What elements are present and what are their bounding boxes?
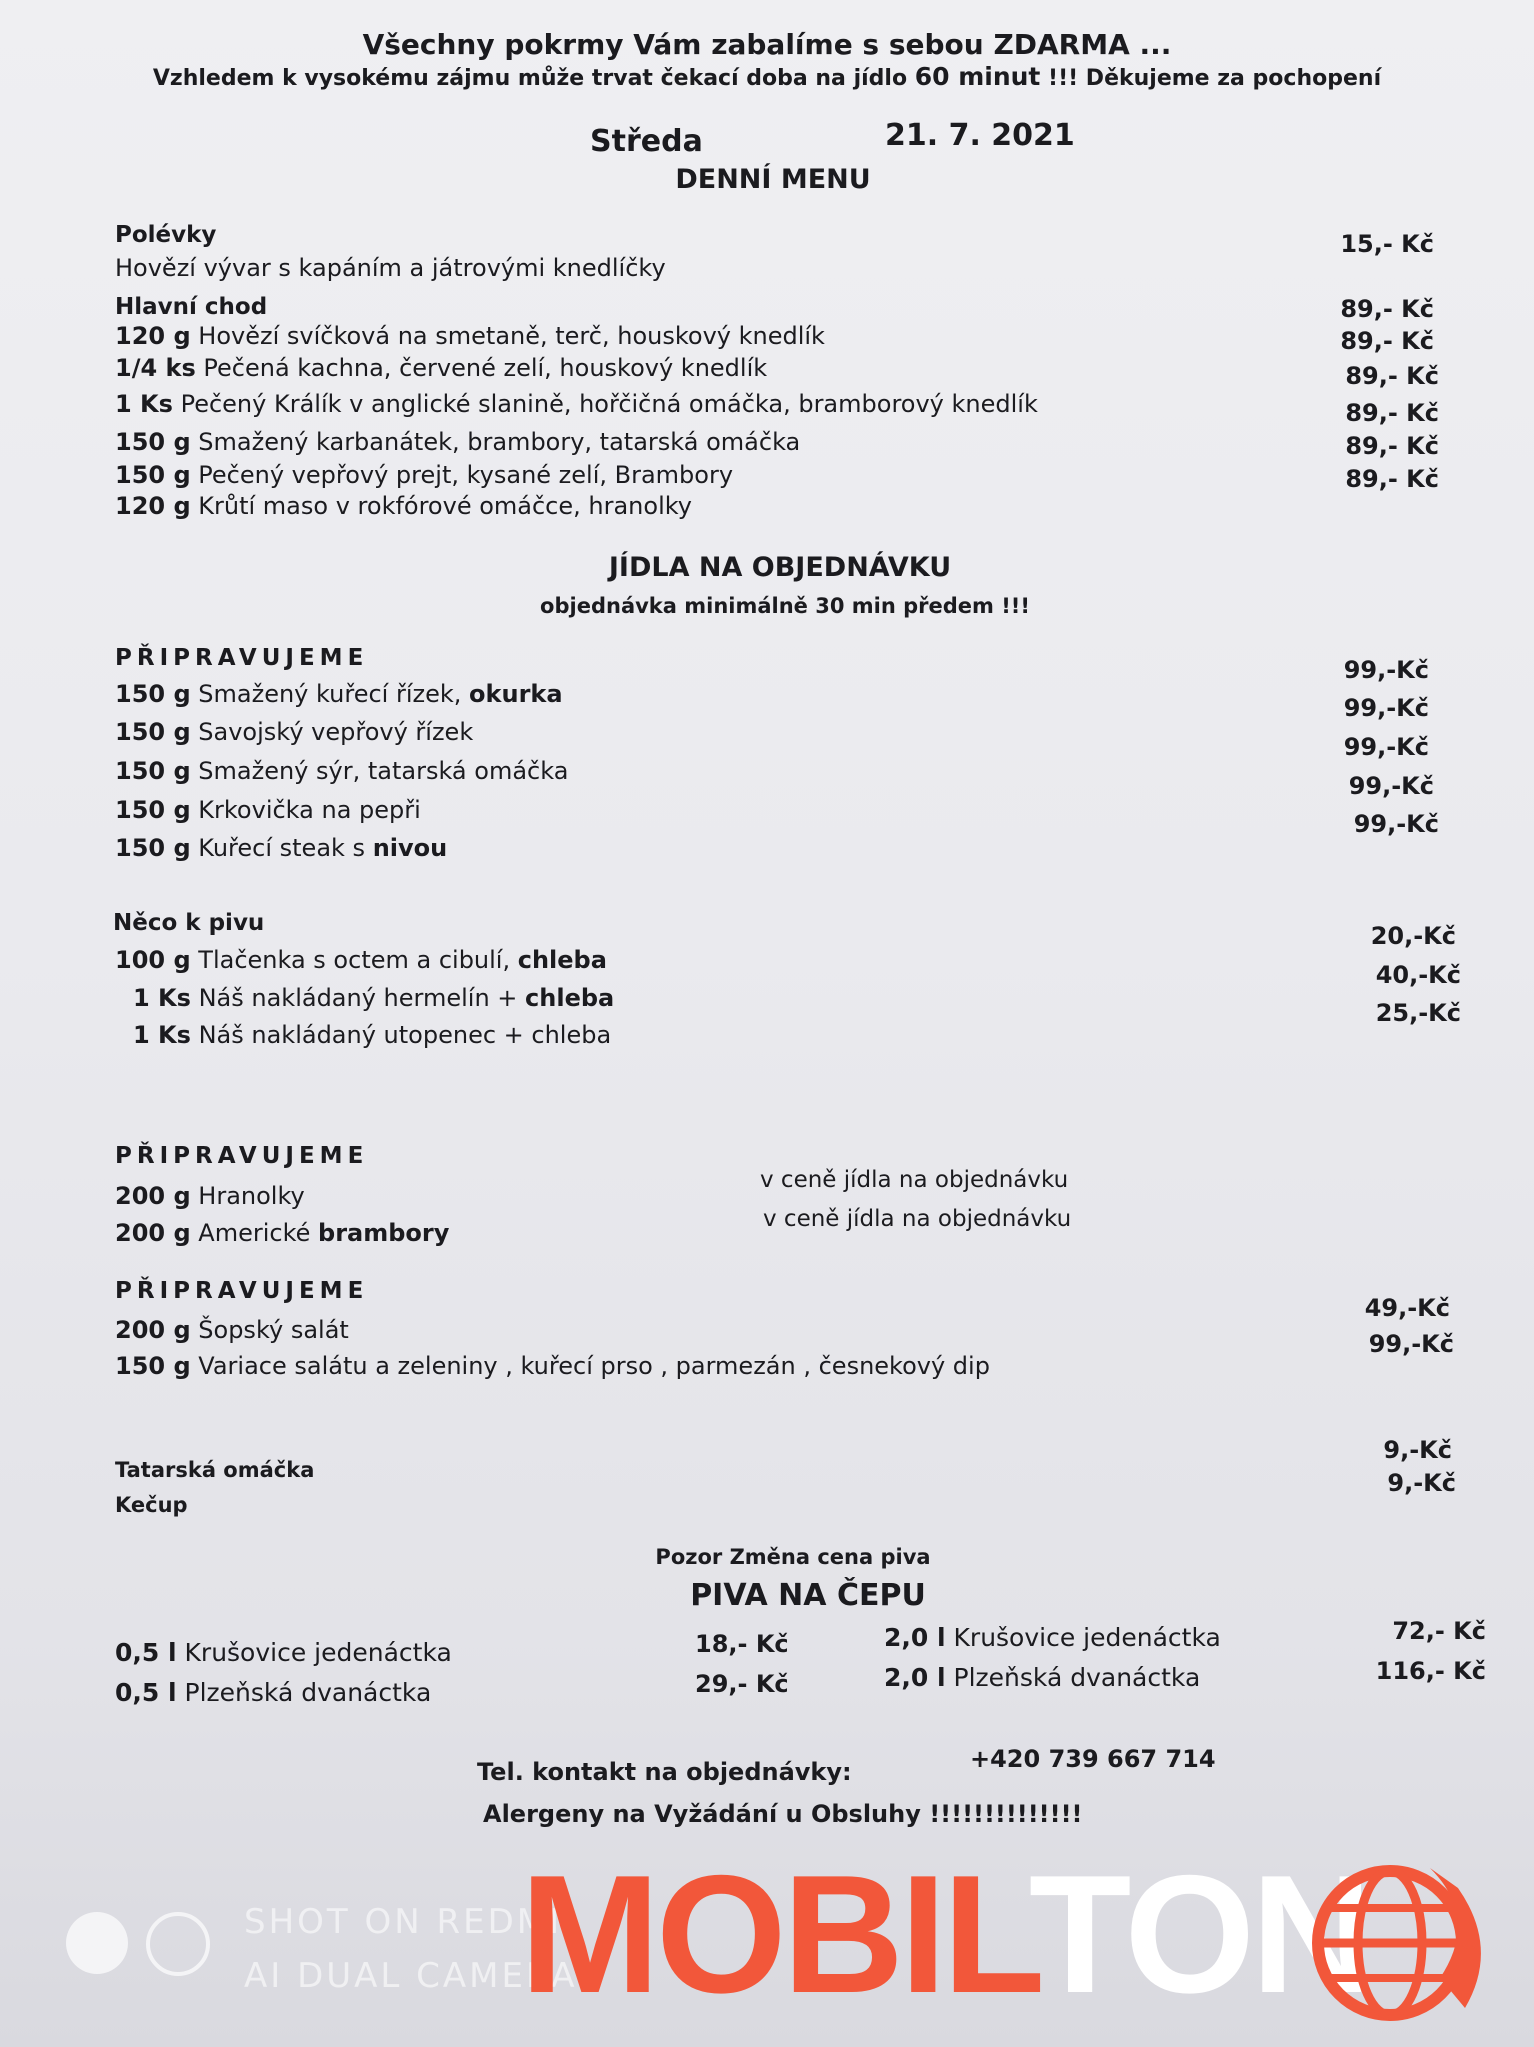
item-quantity: 150 g xyxy=(115,680,191,708)
item-name: Variace salátu a zeleniny , kuřecí prso , parmezán , česnekový dip xyxy=(198,1352,990,1380)
item-name: Smažený kuřecí řízek, xyxy=(198,680,470,708)
main-course-item xyxy=(115,461,733,489)
item-quantity: 200 g xyxy=(115,1219,191,1247)
beer-snack-item xyxy=(115,946,607,974)
beer-volume: 0,5 l xyxy=(115,1638,177,1667)
side-item xyxy=(115,1219,449,1247)
item-name-bold: chleba xyxy=(525,984,615,1012)
waiting-time: 60 minut xyxy=(914,62,1041,91)
item-price: 99,-Kč xyxy=(1368,1330,1454,1358)
item-price: 49,-Kč xyxy=(1364,1294,1450,1322)
item-quantity: 150 g xyxy=(115,461,191,489)
camera-watermark-line1: SHOT ON REDMI xyxy=(244,1902,563,1942)
menu-date: 21. 7. 2021 xyxy=(885,118,1075,153)
item-name-bold: okurka xyxy=(469,680,563,708)
item-name: Šopský salát xyxy=(198,1316,349,1344)
take-away-notice: Všechny pokrmy Vám zabalíme s sebou ZDARMA ... xyxy=(362,28,1172,61)
item-name: Smažený sýr, tatarská omáčka xyxy=(198,757,569,785)
side-item xyxy=(115,1182,305,1210)
beer-volume: 2,0 l xyxy=(884,1663,946,1692)
item-price: 89,- Kč xyxy=(1340,295,1434,323)
item-name: Savojský vepřový řízek xyxy=(198,718,474,746)
item-name: Náš nakládaný utopenec + chleba xyxy=(198,1021,612,1049)
beer-price-small: 18,- Kč xyxy=(695,1630,789,1658)
beer-item-small xyxy=(115,1678,431,1707)
order-meal-item xyxy=(115,796,421,824)
beer-price-large: 72,- Kč xyxy=(1392,1617,1486,1645)
main-course-item xyxy=(115,492,692,520)
item-name: Náš nakládaný hermelín + xyxy=(198,984,526,1012)
item-name-bold: chleba xyxy=(517,946,607,974)
beer-snack-item xyxy=(133,984,614,1012)
item-price: 99,-Kč xyxy=(1343,733,1429,761)
item-price: 40,-Kč xyxy=(1375,961,1461,989)
item-name: Americké xyxy=(198,1219,319,1247)
item-quantity: 150 g xyxy=(115,834,191,862)
main-course-item xyxy=(115,390,1038,418)
item-quantity: 150 g xyxy=(115,796,191,824)
beer-volume: 2,0 l xyxy=(884,1623,946,1652)
order-meal-item xyxy=(115,834,447,862)
globe-icon xyxy=(1290,1858,1510,2038)
brand-part-b: TON xyxy=(1028,1840,1369,2028)
extra-item-price: 9,-Kč xyxy=(1383,1436,1452,1464)
camera-dot-ring-icon xyxy=(146,1912,210,1976)
main-course-item xyxy=(115,428,800,456)
item-name-bold: brambory xyxy=(318,1219,450,1247)
beer-name: Plzeňská dvanáctka xyxy=(953,1663,1201,1692)
order-meals-subtitle: objednávka minimálně 30 min předem !!! xyxy=(540,594,1030,618)
extra-item-name: Kečup xyxy=(115,1493,188,1517)
item-note: v ceně jídla na objednávku xyxy=(760,1167,1069,1193)
item-name: Hovězí svíčková na smetaně, terč, houskový knedlík xyxy=(198,322,825,350)
menu-day: Středa xyxy=(590,124,703,159)
soups-heading: Polévky xyxy=(115,222,217,248)
extra-item-price: 9,-Kč xyxy=(1387,1469,1456,1497)
beer-price-small: 29,- Kč xyxy=(695,1670,789,1698)
item-name: Pečený vepřový prejt, kysané zelí, Brambory xyxy=(198,461,734,489)
salad-item xyxy=(115,1352,990,1380)
item-quantity: 120 g xyxy=(115,322,191,350)
item-note: v ceně jídla na objednávku xyxy=(763,1206,1072,1232)
camera-dot-filled-icon xyxy=(66,1912,128,1974)
item-price: 89,- Kč xyxy=(1340,327,1434,355)
menu-title: DENNÍ MENU xyxy=(675,164,871,195)
main-course-item xyxy=(115,354,767,382)
soup-item: Hovězí vývar s kapáním a játrovými knedlíčky xyxy=(115,254,666,282)
waiting-notice-suffix: !!! Děkujeme za pochopení xyxy=(1040,66,1382,91)
item-quantity: 100 g xyxy=(115,946,191,974)
soup-price: 15,- Kč xyxy=(1340,230,1434,258)
beer-name: Krušovice jedenáctka xyxy=(184,1638,452,1667)
item-name: Smažený karbanátek, brambory, tatarská omáčka xyxy=(198,428,801,456)
item-quantity: 150 g xyxy=(115,757,191,785)
prepare-label-1: PŘIPRAVUJEME xyxy=(115,645,369,671)
item-price: 89,- Kč xyxy=(1345,465,1439,493)
item-name: Tlačenka s octem a cibulí, xyxy=(198,946,518,974)
item-price: 20,-Kč xyxy=(1370,922,1456,950)
beer-name: Plzeňská dvanáctka xyxy=(184,1678,432,1707)
order-meal-item xyxy=(115,718,473,746)
item-price: 89,- Kč xyxy=(1345,362,1439,390)
order-meals-heading: JÍDLA NA OBJEDNÁVKU xyxy=(608,552,952,583)
prepare-label-2: PŘIPRAVUJEME xyxy=(115,1143,369,1169)
item-price: 99,-Kč xyxy=(1343,694,1429,722)
extra-item-name: Tatarská omáčka xyxy=(115,1458,315,1482)
item-quantity: 150 g xyxy=(115,1352,191,1380)
main-course-heading: Hlavní chod xyxy=(115,294,268,320)
item-price: 99,-Kč xyxy=(1343,656,1429,684)
item-quantity: 200 g xyxy=(115,1316,191,1344)
allergen-notice: Alergeny na Vyžádání u Obsluhy !!!!!!!!!!!!!! xyxy=(483,1800,1083,1828)
item-price: 89,- Kč xyxy=(1345,432,1439,460)
item-quantity: 150 g xyxy=(115,718,191,746)
beer-price-notice: Pozor Změna cena piva xyxy=(655,1545,931,1569)
beer-name: Krušovice jedenáctka xyxy=(953,1623,1221,1652)
item-quantity: 1 Ks xyxy=(133,1021,191,1049)
camera-watermark-line2: AI DUAL CAMERA xyxy=(244,1956,578,1996)
item-quantity: 1 Ks xyxy=(133,984,191,1012)
beer-item-small xyxy=(115,1638,452,1667)
waiting-notice-prefix: Vzhledem k vysokému zájmu může trvat čekací doba na jídlo xyxy=(152,66,915,91)
beer-price-large: 116,- Kč xyxy=(1375,1657,1486,1685)
item-name: Kuřecí steak s xyxy=(198,834,373,862)
main-course-item xyxy=(115,322,825,350)
contact-phone: +420 739 667 714 xyxy=(970,1745,1216,1773)
item-quantity: 1 Ks xyxy=(115,390,173,418)
beer-volume: 0,5 l xyxy=(115,1678,177,1707)
item-name: Krůtí maso v rokfórové omáčce, hranolky xyxy=(198,492,692,520)
item-name: Krkovička na pepři xyxy=(198,796,421,824)
item-quantity: 120 g xyxy=(115,492,191,520)
contact-label: Tel. kontakt na objednávky: xyxy=(477,1758,852,1786)
beer-item-large xyxy=(884,1663,1200,1692)
item-price: 89,- Kč xyxy=(1345,399,1439,427)
salad-item xyxy=(115,1316,349,1344)
beer-item-large xyxy=(884,1623,1221,1652)
prepare-label-3: PŘIPRAVUJEME xyxy=(115,1278,369,1304)
beer-heading: PIVA NA ČEPU xyxy=(690,1578,926,1613)
item-name: Pečená kachna, červené zelí, houskový knedlík xyxy=(203,354,768,382)
item-price: 25,-Kč xyxy=(1375,999,1461,1027)
item-price: 99,-Kč xyxy=(1353,810,1439,838)
item-price: 99,-Kč xyxy=(1348,772,1434,800)
item-quantity: 1/4 ks xyxy=(115,354,196,382)
item-quantity: 150 g xyxy=(115,428,191,456)
item-name: Hranolky xyxy=(198,1182,305,1210)
item-quantity: 200 g xyxy=(115,1182,191,1210)
beer-snacks-heading: Něco k pivu xyxy=(113,910,265,936)
order-meal-item xyxy=(115,680,563,708)
brand-part-a: MOBIL xyxy=(520,1840,1029,2028)
beer-snack-item xyxy=(133,1021,611,1049)
item-name-bold: nivou xyxy=(372,834,448,862)
order-meal-item xyxy=(115,757,568,785)
item-name: Pečený Králík v anglické slanině, hořčičná omáčka, bramborový knedlík xyxy=(180,390,1038,418)
brand-watermark xyxy=(520,1840,1369,2028)
waiting-notice xyxy=(153,62,1381,91)
